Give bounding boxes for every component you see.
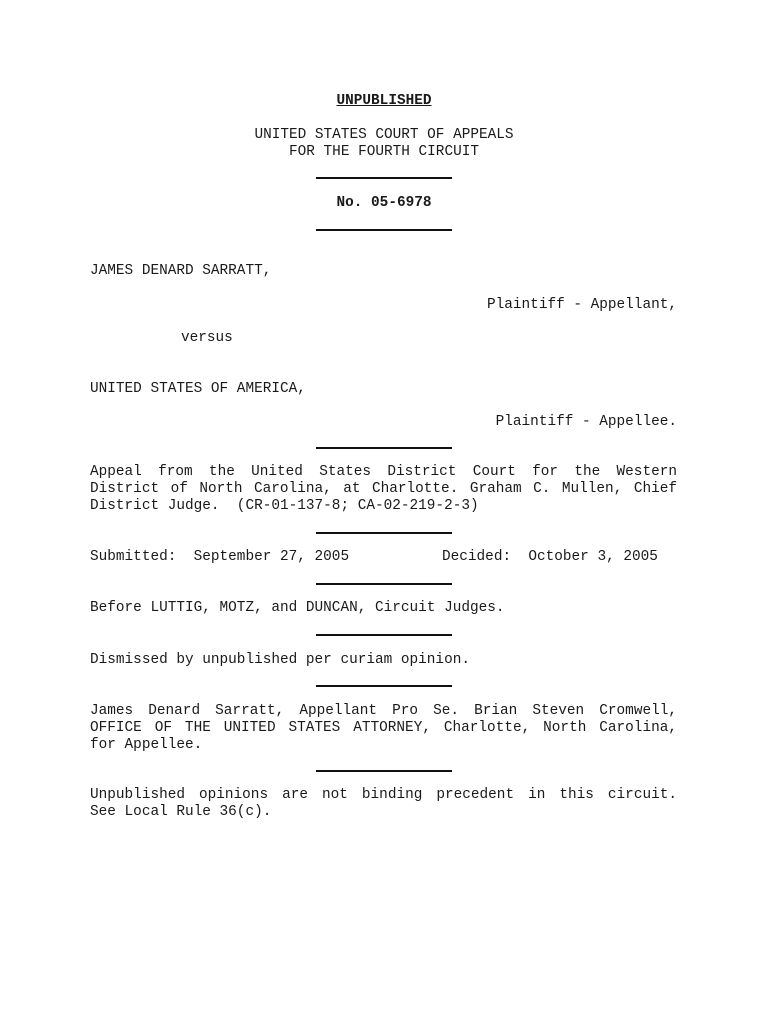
divider (316, 229, 452, 231)
counsel-line3: for Appellee. (90, 737, 203, 753)
divider (316, 532, 452, 534)
publication-status: UNPUBLISHED (336, 93, 432, 109)
appellee-name: UNITED STATES OF AMERICA, (90, 381, 306, 397)
divider (316, 634, 452, 636)
divider (316, 447, 452, 449)
appellant-role: Plaintiff - Appellant, (487, 297, 677, 313)
notice-line2: See Local Rule 36(c). (90, 804, 272, 820)
submitted-date: Submitted: September 27, 2005 (90, 549, 350, 565)
divider (316, 685, 452, 687)
counsel-line1: James Denard Sarratt, Appellant Pro Se. Brian Steven Cromwell, (90, 703, 677, 719)
appellee-role: Plaintiff - Appellee. (495, 414, 677, 430)
court-name-line1: UNITED STATES COURT OF APPEALS (254, 127, 514, 143)
appeal-line1: Appeal from the United States District Court for the Western (90, 464, 677, 480)
divider (316, 583, 452, 585)
panel-judges: Before LUTTIG, MOTZ, and DUNCAN, Circuit Judges. (90, 600, 505, 616)
divider (316, 770, 452, 772)
case-number: No. 05-6978 (336, 195, 432, 211)
court-name-line2: FOR THE FOURTH CIRCUIT (289, 144, 479, 160)
notice-line1: Unpublished opinions are not binding precedent in this circuit. (90, 787, 677, 803)
versus-label: versus (181, 330, 233, 346)
appeal-line3: District Judge. (CR-01-137-8; CA-02-219-2-3) (90, 498, 479, 514)
decided-date: Decided: October 3, 2005 (442, 549, 658, 565)
appeal-line2: District of North Carolina, at Charlotte. Graham C. Mullen, Chief (90, 481, 677, 497)
disposition: Dismissed by unpublished per curiam opinion. (90, 652, 470, 668)
appellant-name: JAMES DENARD SARRATT, (90, 263, 272, 279)
divider (316, 177, 452, 179)
counsel-line2: OFFICE OF THE UNITED STATES ATTORNEY, Charlotte, North Carolina, (90, 720, 677, 736)
